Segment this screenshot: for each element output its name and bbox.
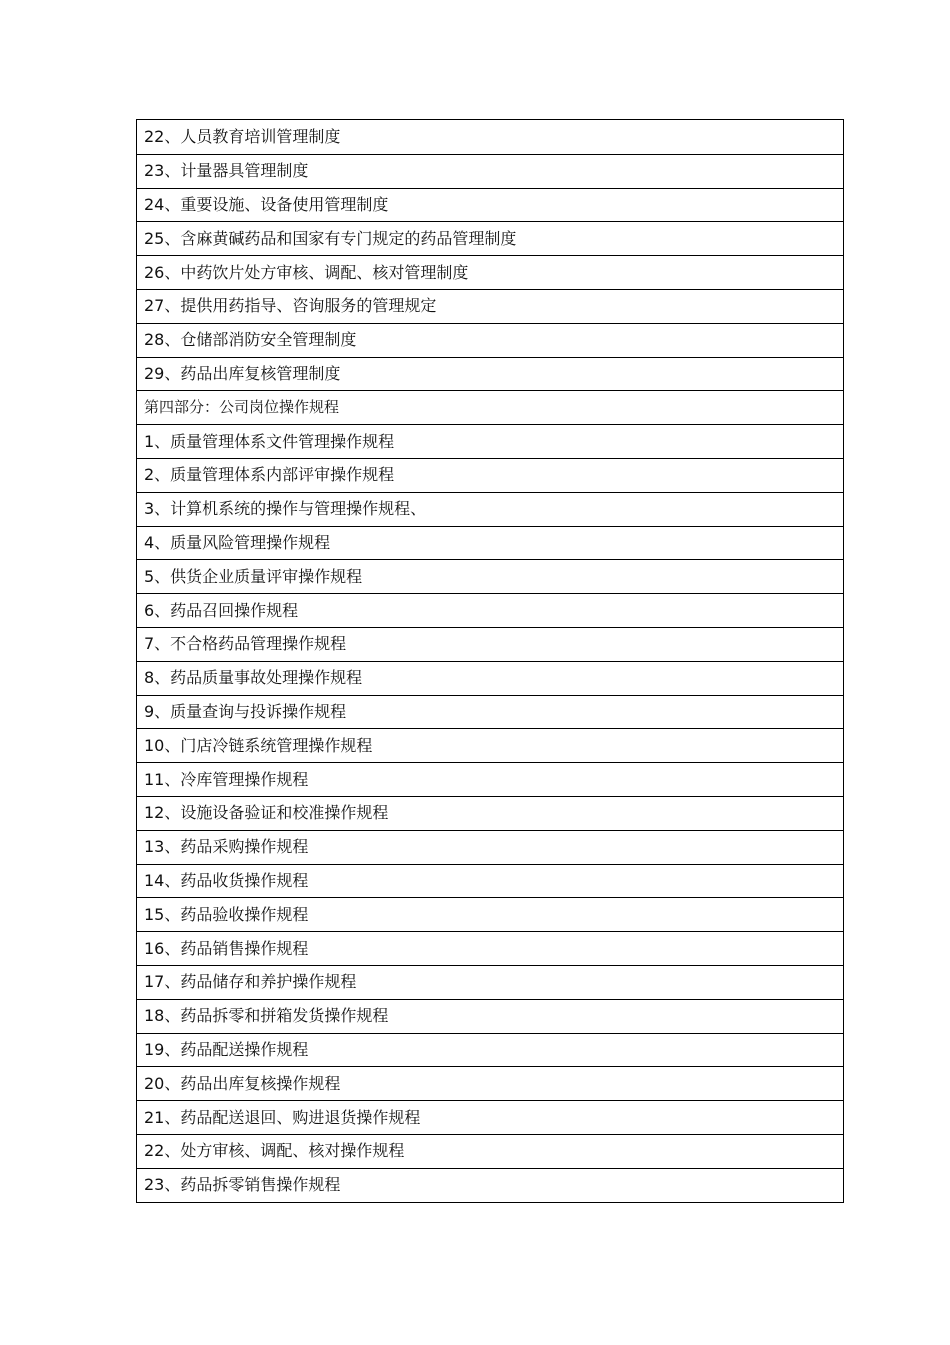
table-row: 1、质量管理体系文件管理操作规程 bbox=[137, 424, 843, 458]
table-row: 13、药品采购操作规程 bbox=[137, 830, 843, 864]
table-row: 25、含麻黄碱药品和国家有专门规定的药品管理制度 bbox=[137, 221, 843, 255]
table-row: 21、药品配送退回、购进退货操作规程 bbox=[137, 1100, 843, 1134]
table-row: 23、计量器具管理制度 bbox=[137, 154, 843, 188]
table-row: 3、计算机系统的操作与管理操作规程、 bbox=[137, 492, 843, 526]
table-row: 16、药品销售操作规程 bbox=[137, 931, 843, 965]
table-row: 26、中药饮片处方审核、调配、核对管理制度 bbox=[137, 255, 843, 289]
table-row: 6、药品召回操作规程 bbox=[137, 593, 843, 627]
table-row: 22、人员教育培训管理制度 bbox=[144, 126, 341, 146]
table-row: 7、不合格药品管理操作规程 bbox=[137, 627, 843, 661]
table-row: 5、供货企业质量评审操作规程 bbox=[137, 559, 843, 593]
table-row: 10、门店冷链系统管理操作规程 bbox=[137, 728, 843, 762]
section-heading-row: 第四部分：公司岗位操作规程 bbox=[137, 390, 843, 424]
table-row: 20、药品出库复核操作规程 bbox=[137, 1066, 843, 1100]
table-row: 8、药品质量事故处理操作规程 bbox=[137, 661, 843, 695]
table-row: 24、重要设施、设备使用管理制度 bbox=[137, 188, 843, 222]
table-row: 4、质量风险管理操作规程 bbox=[137, 526, 843, 560]
table-row: 2、质量管理体系内部评审操作规程 bbox=[137, 458, 843, 492]
table-row: 9、质量查询与投诉操作规程 bbox=[137, 695, 843, 729]
table-row: 11、冷库管理操作规程 bbox=[137, 762, 843, 796]
table-row: 17、药品储存和养护操作规程 bbox=[137, 965, 843, 999]
table-row: 27、提供用药指导、咨询服务的管理规定 bbox=[137, 289, 843, 323]
table-row: 29、药品出库复核管理制度 bbox=[137, 357, 843, 391]
table-row: 23、药品拆零销售操作规程 bbox=[137, 1168, 843, 1202]
document-table bbox=[136, 119, 844, 1203]
table-row: 15、药品验收操作规程 bbox=[137, 897, 843, 931]
table-row: 19、药品配送操作规程 bbox=[137, 1033, 843, 1067]
table-row: 28、仓储部消防安全管理制度 bbox=[137, 323, 843, 357]
table-row: 14、药品收货操作规程 bbox=[137, 864, 843, 898]
table-row: 18、药品拆零和拼箱发货操作规程 bbox=[137, 999, 843, 1033]
table-row: 22、处方审核、调配、核对操作规程 bbox=[137, 1134, 843, 1168]
table-row: 12、设施设备验证和校准操作规程 bbox=[137, 796, 843, 830]
